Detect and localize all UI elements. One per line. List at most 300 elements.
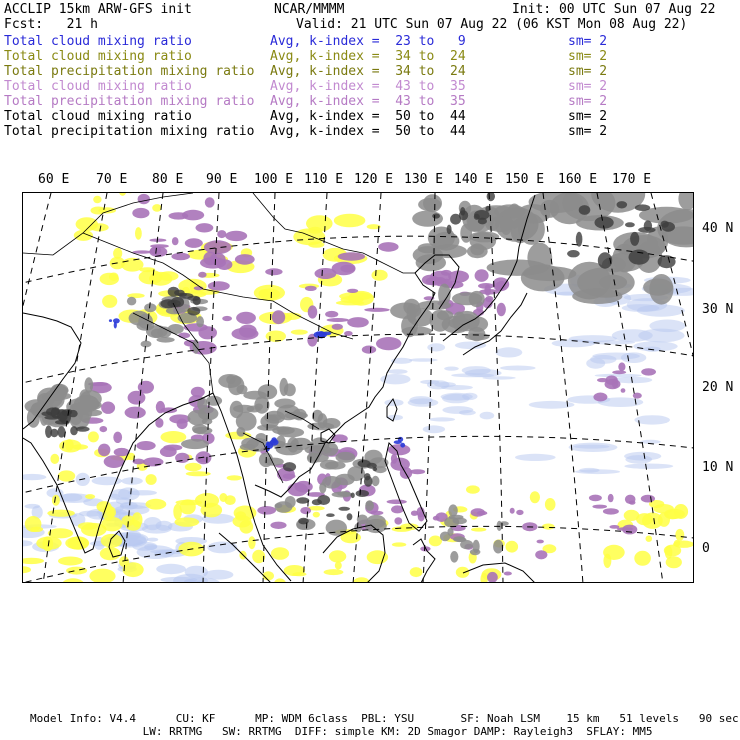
deep-cloud-patch [373, 467, 378, 471]
cloud-ice-patch [274, 578, 287, 583]
latitude-label: 10 N [702, 460, 734, 475]
high-cloud-patch [83, 400, 102, 410]
mid-cloud-patch [235, 254, 255, 265]
cloud-ice-patch [227, 475, 242, 480]
mid-cloud-patch [196, 223, 214, 232]
mid-cloud-patch [100, 426, 108, 432]
mid-cloud-patch [537, 540, 544, 544]
deep-cloud-patch [432, 213, 440, 218]
low-cloud-patch [442, 406, 473, 414]
cloud-ice-patch [646, 536, 653, 542]
cloud-ice-patch [100, 273, 119, 285]
low-cloud-patch [183, 582, 208, 583]
low-cloud-patch [408, 398, 439, 406]
cloud-ice-patch [58, 470, 75, 481]
low-cloud-patch [595, 374, 642, 378]
mid-cloud-patch [448, 271, 469, 283]
low-cloud-patch [612, 329, 653, 342]
latitude-label: 0 [702, 541, 710, 556]
longitude-label: 120 E [354, 172, 394, 187]
mid-cloud-patch [516, 510, 523, 515]
mid-cloud-patch [332, 324, 343, 330]
map-frame [22, 192, 694, 583]
mid-cloud-patch [593, 393, 607, 402]
high-cloud-patch [493, 540, 503, 554]
mid-cloud-patch [327, 318, 349, 322]
low-cloud-patch [482, 376, 515, 379]
mid-cloud-patch [288, 483, 308, 497]
legend-k-index: Avg, k-index = 23 to 9 [270, 34, 466, 49]
cloud-ice-patch [161, 431, 187, 443]
cloud-ice-patch [85, 494, 95, 499]
cloud-ice-patch [530, 491, 540, 503]
longitude-label: 60 E [38, 172, 70, 187]
low-cloud-patch [147, 538, 158, 542]
mid-cloud-patch [338, 252, 365, 260]
low-cloud-patch [462, 366, 491, 375]
low-cloud-patch [156, 564, 186, 574]
mid-cloud-patch [200, 257, 226, 269]
mid-cloud-patch [205, 197, 215, 207]
cloud-ice-patch [545, 498, 556, 511]
high-cloud-patch [366, 501, 373, 506]
init-time: Init: 00 UTC Sun 07 Aug 22 [512, 2, 716, 17]
low-cloud-patch [118, 487, 140, 500]
low-cloud-patch [137, 545, 175, 559]
legend-smoothing: sm= 2 [568, 64, 608, 79]
mid-cloud-patch [621, 388, 626, 393]
mid-cloud-patch [504, 572, 512, 576]
mid-cloud-patch [191, 387, 205, 398]
mid-cloud-patch [391, 454, 397, 464]
low-cloud-patch [429, 417, 455, 421]
cloud-ice-patch [410, 567, 423, 577]
legend-smoothing: sm= 2 [568, 79, 608, 94]
cloud-ice-patch [259, 289, 270, 297]
cloud-ice-patch [642, 513, 663, 529]
mid-cloud-patch [510, 508, 515, 514]
high-cloud-patch [455, 537, 467, 542]
cloud-ice-patch [219, 493, 227, 502]
legend-smoothing: sm= 2 [568, 49, 608, 64]
legend-smoothing: sm= 2 [568, 94, 608, 109]
cloud-ice-patch [254, 285, 285, 301]
mid-cloud-patch [629, 501, 636, 505]
mid-cloud-patch [347, 289, 358, 293]
cloud-ice-patch [348, 291, 374, 306]
high-cloud-patch [51, 384, 69, 396]
low-cloud-patch [624, 464, 673, 469]
high-cloud-patch [500, 215, 512, 235]
deep-cloud-patch [364, 473, 371, 480]
low-cloud-patch [204, 570, 234, 580]
cloud-ice-patch [603, 545, 625, 560]
longitude-label: 160 E [558, 172, 598, 187]
cloud-ice-patch [23, 558, 44, 564]
mid-cloud-patch [138, 194, 150, 204]
cloud-ice-patch [175, 517, 200, 526]
mid-cloud-patch [222, 316, 232, 321]
mid-cloud-patch [315, 268, 337, 279]
high-cloud-patch [336, 452, 356, 463]
high-cloud-patch [127, 297, 136, 306]
low-cloud-patch [634, 415, 670, 424]
deep-cloud-patch [638, 227, 655, 233]
mid-cloud-patch [535, 550, 547, 559]
high-cloud-patch [256, 433, 267, 443]
mid-cloud-patch [198, 272, 206, 278]
mid-cloud-patch [603, 508, 619, 514]
high-cloud-patch [202, 418, 213, 425]
legend-field-name: Total precipitation mixing ratio [4, 94, 255, 109]
cloud-ice-patch [102, 295, 117, 308]
high-cloud-patch [643, 279, 673, 296]
high-cloud-patch [452, 292, 482, 305]
high-cloud-patch [540, 200, 559, 218]
high-cloud-patch [337, 491, 351, 496]
mid-cloud-patch [617, 527, 633, 530]
cloud-fields [23, 193, 694, 583]
deep-cloud-patch [617, 201, 628, 208]
cloud-ice-patch [284, 565, 305, 576]
mid-cloud-patch [133, 250, 152, 253]
mid-cloud-patch [325, 311, 338, 318]
deep-cloud-patch [283, 462, 296, 471]
mid-cloud-patch [104, 455, 124, 468]
low-cloud-patch [409, 358, 438, 361]
low-cloud-patch [455, 342, 486, 350]
cloud-ice-patch [185, 463, 202, 472]
low-cloud-patch [420, 380, 439, 384]
mid-cloud-patch [641, 368, 656, 375]
mid-cloud-patch [198, 326, 217, 339]
cloud-ice-patch [132, 512, 143, 527]
mid-cloud-patch [236, 312, 256, 324]
low-cloud-patch [23, 474, 46, 480]
low-cloud-patch [586, 358, 605, 369]
dense-low-cloud-patch [400, 443, 405, 448]
high-cloud-patch [440, 532, 450, 542]
mid-cloud-patch [204, 240, 231, 254]
deep-cloud-patch [179, 293, 193, 299]
mid-cloud-patch [475, 269, 489, 282]
longitude-label: 130 E [404, 172, 444, 187]
model-info-line1: Model Info: V4.4 CU: KF MP: WDM 6class PBL: YSU SF: Noah LSM 15 km 51 levels 90 sec [30, 712, 739, 725]
high-cloud-patch [318, 413, 328, 428]
high-cloud-patch [335, 474, 354, 486]
deep-cloud-patch [338, 507, 350, 511]
cloud-ice-patch [90, 223, 109, 231]
mid-cloud-patch [641, 495, 655, 503]
dense-low-cloud-patch [398, 437, 403, 442]
cloud-ice-patch [291, 330, 308, 335]
mid-cloud-patch [394, 517, 402, 524]
cloud-ice-patch [47, 510, 75, 517]
legend-k-index: Avg, k-index = 43 to 35 [270, 79, 466, 94]
mid-cloud-patch [101, 402, 115, 414]
cloud-ice-patch [52, 495, 60, 506]
deep-cloud-patch [76, 426, 90, 431]
mid-cloud-patch [592, 505, 607, 509]
longitude-label: 170 E [612, 172, 652, 187]
high-cloud-patch [390, 303, 421, 319]
cloud-ice-patch [25, 516, 42, 532]
cloud-ice-patch [152, 204, 162, 212]
forecast-hour: Fcst: 21 h [4, 17, 98, 32]
mid-cloud-patch [125, 407, 146, 419]
cloud-ice-patch [146, 474, 157, 485]
cloud-ice-patch [89, 569, 115, 583]
deep-cloud-patch [625, 222, 635, 227]
dense-low-cloud-patch [113, 318, 120, 323]
cloud-ice-patch [180, 499, 196, 514]
cloud-ice-patch [65, 439, 74, 451]
cloud-ice-patch [58, 557, 83, 566]
high-cloud-patch [193, 427, 212, 435]
high-cloud-patch [470, 549, 481, 555]
cloud-ice-patch [139, 270, 163, 285]
cloud-ice-patch [308, 227, 322, 234]
low-cloud-patch [500, 366, 536, 371]
longitude-label: 110 E [304, 172, 344, 187]
cloud-ice-patch [334, 214, 366, 227]
deep-cloud-patch [567, 250, 580, 257]
legend-field-name: Total cloud mixing ratio [4, 79, 192, 94]
high-cloud-patch [141, 341, 152, 348]
legend-smoothing: sm= 2 [568, 124, 608, 139]
mid-cloud-patch [185, 238, 203, 248]
deep-cloud-patch [351, 493, 355, 499]
high-cloud-patch [448, 504, 457, 516]
mid-cloud-patch [225, 231, 247, 241]
low-cloud-patch [144, 517, 162, 530]
mid-cloud-patch [270, 522, 286, 529]
deep-cloud-patch [478, 218, 487, 225]
mid-cloud-patch [305, 286, 317, 291]
longitude-label: 140 E [454, 172, 494, 187]
legend-k-index: Avg, k-index = 34 to 24 [270, 64, 466, 79]
high-cloud-patch [237, 385, 248, 394]
high-cloud-patch [450, 551, 458, 563]
mid-cloud-patch [257, 506, 276, 515]
cloud-ice-patch [101, 517, 122, 532]
high-cloud-patch [275, 501, 293, 513]
high-cloud-patch [258, 384, 277, 399]
high-cloud-patch [196, 316, 204, 327]
cloud-ice-patch [23, 566, 31, 573]
low-cloud-patch [444, 367, 459, 371]
high-cloud-patch [157, 327, 171, 338]
mid-cloud-patch [178, 333, 190, 339]
cloud-ice-patch [88, 431, 99, 442]
mid-cloud-patch [362, 346, 376, 354]
mid-cloud-patch [300, 507, 311, 514]
cloud-ice-patch [97, 501, 112, 512]
mid-cloud-patch [196, 451, 212, 464]
cloud-ice-patch [74, 230, 93, 241]
mid-cloud-patch [618, 362, 625, 371]
mid-cloud-patch [169, 414, 190, 423]
high-cloud-patch [402, 326, 432, 335]
low-cloud-patch [625, 455, 652, 464]
cloud-ice-patch [675, 529, 684, 541]
cloud-ice-patch [456, 567, 470, 578]
high-cloud-patch [237, 427, 246, 437]
legend-field-name: Total cloud mixing ratio [4, 34, 192, 49]
mid-cloud-patch [370, 511, 383, 515]
mid-cloud-patch [364, 308, 390, 312]
low-cloud-patch [496, 347, 523, 357]
deep-cloud-patch [487, 193, 495, 201]
cloud-ice-patch [50, 454, 59, 464]
deep-cloud-patch [41, 412, 52, 417]
cloud-ice-patch [372, 270, 388, 281]
mid-cloud-patch [132, 208, 149, 218]
mid-cloud-patch [612, 370, 626, 374]
legend-k-index: Avg, k-index = 50 to 44 [270, 124, 466, 139]
longitude-label: 80 E [152, 172, 184, 187]
low-cloud-patch [167, 582, 184, 583]
deep-cloud-patch [347, 513, 353, 520]
map-canvas [23, 193, 694, 583]
mid-cloud-patch [347, 317, 369, 327]
deep-cloud-patch [356, 490, 369, 497]
cloud-ice-patch [653, 504, 674, 513]
dense-low-cloud-patch [266, 442, 273, 449]
latitude-label: 20 N [702, 380, 734, 395]
high-cloud-patch [453, 518, 467, 525]
cloud-ice-patch [66, 567, 87, 575]
deep-cloud-patch [630, 232, 639, 246]
high-cloud-patch [467, 245, 488, 259]
high-cloud-patch [84, 377, 93, 393]
mid-cloud-patch [283, 474, 296, 479]
cloud-ice-patch [471, 528, 486, 532]
longitude-label: 70 E [96, 172, 128, 187]
mid-cloud-patch [387, 500, 407, 505]
high-cloud-patch [511, 218, 530, 243]
cloud-ice-patch [186, 471, 211, 476]
cloud-ice-patch [392, 542, 406, 546]
high-cloud-patch [206, 396, 222, 406]
longitude-label: 100 E [254, 172, 294, 187]
center-label: NCAR/MMMM [274, 2, 345, 17]
cloud-ice-patch [335, 561, 342, 569]
mid-cloud-patch [136, 441, 155, 450]
deep-cloud-patch [296, 497, 309, 503]
mid-cloud-patch [272, 310, 285, 324]
legend-smoothing: sm= 2 [568, 109, 608, 124]
model-title: ACCLIP 15km ARW-GFS init [4, 2, 192, 17]
mid-cloud-patch [156, 401, 165, 413]
mid-cloud-patch [308, 305, 318, 318]
low-cloud-patch [574, 445, 610, 449]
latitude-label: 40 N [702, 221, 734, 236]
low-cloud-patch [480, 412, 495, 420]
deep-cloud-patch [70, 426, 78, 435]
legend-field-name: Total precipitation mixing ratio [4, 124, 255, 139]
cloud-ice-patch [542, 524, 555, 530]
mid-cloud-patch [143, 457, 164, 466]
legend-smoothing: sm= 2 [568, 34, 608, 49]
high-cloud-patch [412, 211, 443, 227]
cloud-ice-patch [266, 331, 286, 342]
high-cloud-patch [469, 231, 499, 242]
low-cloud-patch [23, 540, 33, 546]
mid-cloud-patch [608, 494, 614, 502]
high-cloud-patch [276, 443, 303, 455]
deep-cloud-patch [579, 205, 591, 215]
high-cloud-patch [240, 444, 255, 451]
low-cloud-patch [423, 425, 445, 433]
deep-cloud-patch [51, 407, 61, 418]
high-cloud-patch [372, 476, 380, 486]
longitude-label: 90 E [206, 172, 238, 187]
legend-k-index: Avg, k-index = 43 to 35 [270, 94, 466, 109]
deep-cloud-patch [193, 296, 201, 305]
high-cloud-patch [678, 193, 694, 210]
deep-cloud-patch [45, 425, 52, 438]
legend-field-name: Total cloud mixing ratio [4, 49, 192, 64]
high-cloud-patch [418, 198, 441, 211]
low-cloud-patch [515, 454, 556, 461]
mid-cloud-patch [487, 572, 498, 583]
legend-k-index: Avg, k-index = 50 to 44 [270, 109, 466, 124]
longitude-label: 150 E [505, 172, 545, 187]
deep-cloud-patch [447, 225, 452, 235]
low-cloud-patch [633, 341, 677, 351]
mid-cloud-patch [589, 495, 602, 502]
cloud-ice-patch [271, 547, 289, 560]
cloud-ice-patch [674, 504, 688, 519]
low-cloud-patch [637, 305, 685, 317]
low-cloud-patch [120, 502, 138, 510]
cloud-ice-patch [329, 550, 346, 562]
deep-cloud-patch [450, 214, 461, 225]
deep-cloud-patch [326, 513, 335, 517]
cloud-ice-patch [119, 193, 126, 196]
mid-cloud-patch [98, 444, 110, 457]
deep-cloud-patch [635, 204, 650, 211]
deep-cloud-patch [187, 307, 200, 316]
high-cloud-patch [468, 327, 485, 341]
mid-cloud-patch [113, 432, 122, 443]
valid-time: Valid: 21 UTC Sun 07 Aug 22 (06 KST Mon 08 Aug 22) [296, 17, 688, 32]
cloud-ice-patch [61, 578, 85, 583]
mid-cloud-patch [478, 283, 494, 289]
deep-cloud-patch [167, 300, 180, 308]
cloud-ice-patch [634, 551, 651, 566]
deep-cloud-patch [358, 460, 371, 467]
high-cloud-patch [323, 443, 338, 456]
high-cloud-patch [233, 405, 254, 413]
mid-cloud-patch [232, 328, 259, 340]
cloud-ice-patch [195, 493, 219, 508]
high-cloud-patch [284, 383, 296, 396]
latitude-label: 30 N [702, 302, 734, 317]
cloud-ice-patch [324, 569, 344, 575]
cloud-ice-patch [146, 499, 167, 510]
cloud-ice-patch [506, 541, 519, 553]
mid-cloud-patch [477, 511, 488, 515]
cloud-ice-patch [65, 537, 88, 550]
mid-cloud-patch [378, 242, 398, 252]
cloud-ice-patch [101, 534, 123, 548]
cloud-ice-patch [400, 523, 419, 530]
mid-cloud-patch [172, 237, 179, 245]
low-cloud-patch [388, 369, 408, 374]
cloud-ice-patch [353, 577, 371, 583]
